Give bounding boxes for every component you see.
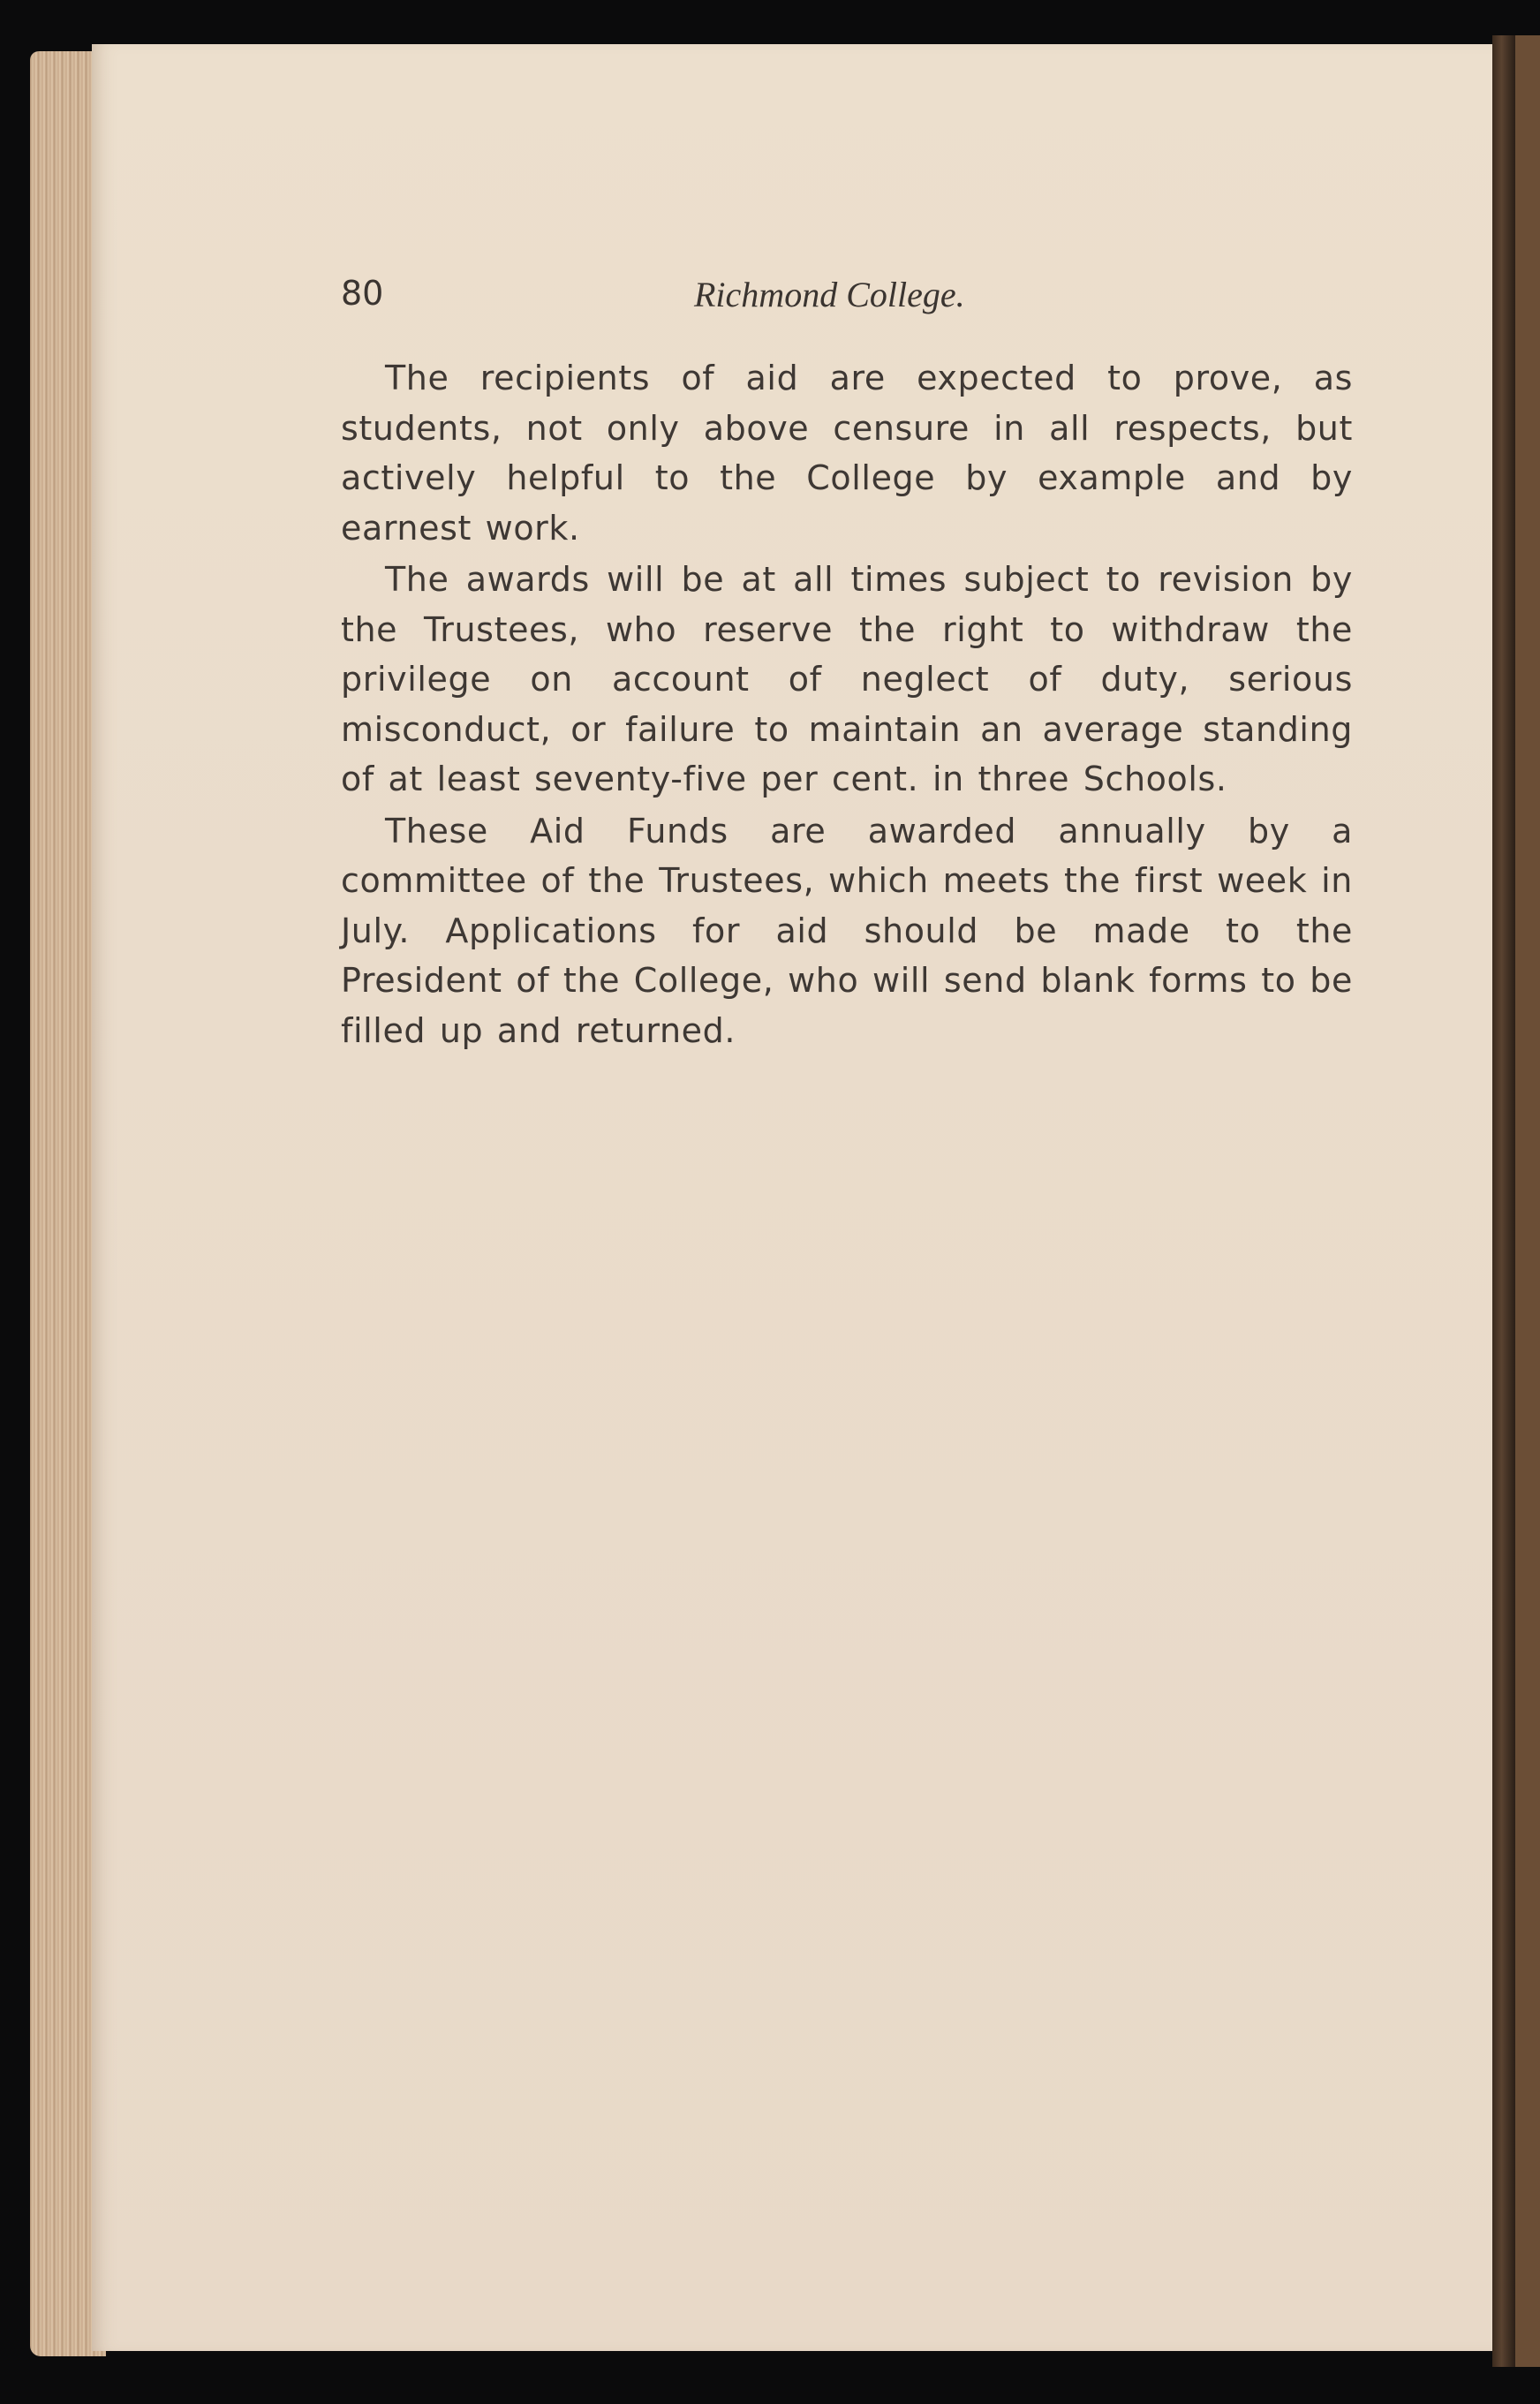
paragraph-awards: The awards will be at all times subject to revision by the Trustees, who reserve the right to withdraw the privilege on account of neglect of duty, serious misconduct, or failure to maintain an average standing of at least seventy-five per cent. in three Schools. [341, 560, 1353, 798]
book-binding [1492, 35, 1515, 2367]
page-header [341, 274, 1348, 327]
book-cover-edge [1515, 35, 1540, 2367]
page-number: 80 [341, 274, 384, 313]
paragraph-aid-funds: These Aid Funds are awarded annually by a committee of the Trustees, which meets the first week in July. Applications for aid should be made to the President of the College, who will send blank forms to be filled up and returned. [341, 811, 1353, 1050]
running-title: Richmond College. [694, 275, 965, 314]
paragraph-recipients: The recipients of aid are expected to prove, as students, not only above censure in all respects, but actively helpful to the College by example and by earnest work. [341, 359, 1353, 548]
body-text [341, 353, 1353, 1057]
